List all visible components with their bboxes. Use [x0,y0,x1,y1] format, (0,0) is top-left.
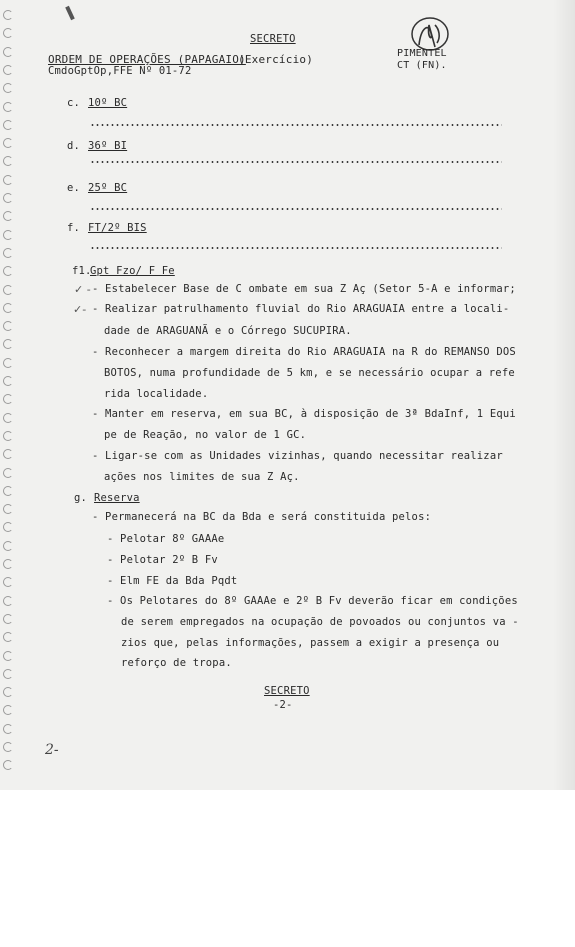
classification-top: SECRETO [250,33,296,45]
binder-hole [3,266,13,276]
item-f-letter: f. [67,222,81,234]
page-edge-shadow [553,0,575,790]
g-line: - Permanecerá na BC da Bda e será constituida pelos: [92,511,432,523]
binder-hole [3,614,13,624]
binder-hole [3,760,13,770]
f1-task-line: dade de ARAGUANÃ e o Córrego SUCUPIRA. [104,325,352,337]
page-number: -2- [273,699,293,711]
binder-hole [3,156,13,166]
binder-hole [3,303,13,313]
f1-task-line: pe de Reação, no valor de 1 GC. [104,429,307,441]
binder-hole [3,321,13,331]
order-reference: CmdoGptOp,FFE Nº 01-72 [48,65,192,77]
binder-hole [3,522,13,532]
binder-hole [3,376,13,386]
binder-hole [3,449,13,459]
binder-hole [3,248,13,258]
binder-hole [3,102,13,112]
f1-task-line: BOTOS, numa profundidade de 5 km, e se necessário ocupar a refe [104,367,515,379]
g-letter: g. [74,492,88,504]
dotted-line [90,247,502,249]
binder-hole [3,65,13,75]
binder-hole [3,193,13,203]
f1-task-line: - Estabelecer Base de C ombate em sua Z Aç (Setor 5-A e informar; [92,283,516,295]
item-e-unit: 25º BC [88,182,128,194]
g-line: - Elm FE da Bda Pqdt [107,575,238,587]
item-c-unit: 10º BC [88,97,128,109]
binder-hole [3,47,13,57]
binder-hole [3,211,13,221]
check-mark: ✓- [73,303,87,316]
binder-hole [3,468,13,478]
binder-hole [3,394,13,404]
binder-hole [3,687,13,697]
f1-task-line: ações nos limites de sua Z Aç. [104,471,300,483]
g-line: - Os Pelotares do 8º GAAAe e 2º B Fv deverão ficar em condições [107,595,518,607]
f1-task-line: rida localidade. [104,388,209,400]
binder-hole [3,742,13,752]
ink-smudge [65,6,75,20]
f1-prefix: f1. [72,265,92,277]
binder-hole [3,230,13,240]
binder-hole [3,541,13,551]
binder-hole [3,413,13,423]
signature-name: PIMENTEL [397,48,447,59]
binder-hole [3,559,13,569]
binder-hole [3,10,13,20]
order-title: ORDEM DE OPERAÇÕES (PAPAGAIO) [48,53,246,66]
binder-hole [3,120,13,130]
classification-bottom: SECRETO [264,685,310,697]
signature-rank: CT (FN). [397,60,447,71]
item-e-letter: e. [67,182,81,194]
f1-task-line: - Manter em reserva, em sua BC, à disposição de 3ª BdaInf, 1 Equi [92,408,516,420]
item-c-letter: c. [67,97,81,109]
binder-hole [3,651,13,661]
binder-hole [3,83,13,93]
binder-hole [3,431,13,441]
handwritten-page-number: 2- [45,742,59,758]
binder-hole [3,28,13,38]
binder-hole [3,596,13,606]
binder-hole [3,486,13,496]
item-d-letter: d. [67,140,81,152]
binder-hole [3,175,13,185]
f1-task-line: - Realizar patrulhamento fluvial do Rio ARAGUAIA entre a locali- [92,303,510,315]
f1-task-line: - Reconhecer a margem direita do Rio ARAGUAIA na R do REMANSO DOS [92,346,516,358]
binder-hole [3,632,13,642]
binder-hole [3,138,13,148]
exercise-tag: (Exercício) [238,53,314,66]
g-line: - Pelotar 8º GAAAe [107,533,225,545]
binder-hole [3,577,13,587]
binder-hole [3,339,13,349]
item-f-unit: FT/2º BIS [88,222,147,234]
binder-hole [3,285,13,295]
binder-holes [3,10,13,780]
binder-hole [3,724,13,734]
g-heading: Reserva [94,492,140,504]
dotted-line [90,124,502,126]
check-mark: ✓ - [74,283,91,296]
binder-hole [3,705,13,715]
binder-hole [3,358,13,368]
binder-hole [3,504,13,514]
dotted-line [90,208,502,210]
dotted-line [90,161,502,163]
f1-heading: Gpt Fzo/ F Fe [90,265,175,277]
item-d-unit: 36º BI [88,140,128,152]
g-line: zios que, pelas informações, passem a exigir a presença ou [121,637,500,649]
g-line: de serem empregados na ocupação de povoados ou conjuntos va - [121,616,519,628]
g-line: reforço de tropa. [121,657,232,669]
g-line: - Pelotar 2º B Fv [107,554,218,566]
binder-hole [3,669,13,679]
f1-task-line: - Ligar-se com as Unidades vizinhas, quando necessitar realizar [92,450,503,462]
